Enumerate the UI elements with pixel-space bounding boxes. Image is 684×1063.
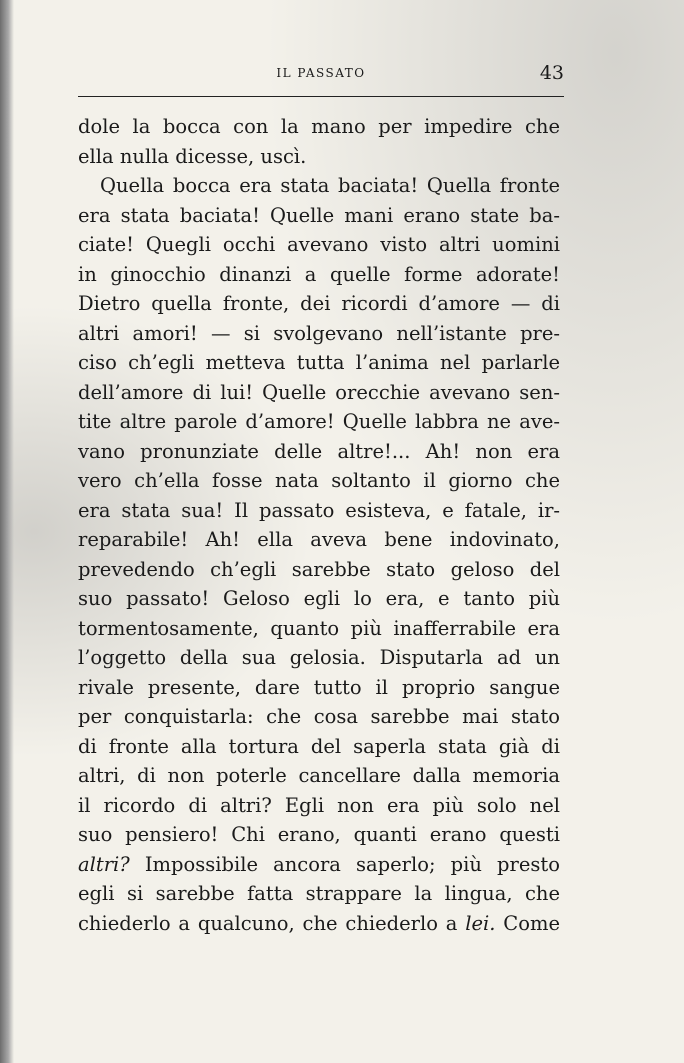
text-line: in ginocchio dinanzi a quelle forme adorate! <box>78 262 560 286</box>
text-line: prevedendo ch’egli sarebbe stato geloso del <box>78 557 560 581</box>
italic-word: lei. <box>465 911 496 935</box>
text-line: il ricordo di altri? Egli non era più solo nel <box>78 793 560 817</box>
text-line: di fronte alla tortura del saperla stata già di <box>78 734 560 758</box>
text-line: altri amori! — si svolgevano nell’istante pre- <box>78 321 560 345</box>
text-line: tite altre parole d’amore! Quelle labbra ne ave- <box>78 410 560 433</box>
text-line <box>78 909 560 939</box>
text-line: dole la bocca con la mano per impedire che <box>78 115 560 138</box>
text-line: tormentosamente, quanto più inafferrabile era <box>78 616 560 640</box>
text-line: Dietro quella fronte, dei ricordi d’amore — di <box>78 292 560 315</box>
text-line: egli si sarebbe fatta strappare la lingua, che <box>78 882 560 905</box>
text-line: altri, di non poterle cancellare dalla memoria <box>78 764 560 787</box>
text-line: ella nulla dicesse, uscì. <box>78 144 307 168</box>
text-span: chiederlo a qualcuno, che chiederlo a <box>78 911 466 935</box>
text-line: suo passato! Geloso egli lo era, e tanto più <box>78 587 560 610</box>
text-line: era stata sua! Il passato esisteva, e fatale, ir- <box>78 498 560 522</box>
page-number: 43 <box>539 62 564 84</box>
text-line: era stata baciata! Quelle mani erano state ba- <box>78 203 560 227</box>
text-line: ciso ch’egli metteva tutta l’anima nel parlarle <box>78 351 560 374</box>
body-text <box>78 112 560 938</box>
text-line: ciate! Quegli occhi avevano visto altri uomini <box>78 233 560 256</box>
text-line: per conquistarla: che cosa sarebbe mai stato <box>78 705 560 728</box>
text-line: vano pronunziate delle altre!... Ah! non era <box>78 439 560 463</box>
text-line: Quella bocca era stata baciata! Quella fronte <box>100 174 560 197</box>
text-line <box>78 850 560 880</box>
text-line: reparabile! Ah! ella aveva bene indovinato, <box>78 528 560 551</box>
running-title: IL PASSATO <box>276 66 366 80</box>
text-line: vero ch’ella fosse nata soltanto il giorno che <box>78 469 560 492</box>
italic-word: altri? <box>78 852 130 876</box>
text-span: Impossibile ancora saperlo; più presto <box>129 852 560 876</box>
text-span: Come <box>495 911 561 935</box>
text-line: suo pensiero! Chi erano, quanti erano questi <box>78 823 560 846</box>
page-header <box>78 62 564 90</box>
text-line: l’oggetto della sua gelosia. Disputarla ad un <box>78 646 560 669</box>
page-spine-shadow <box>0 0 14 1063</box>
text-line: rivale presente, dare tutto il proprio sangue <box>78 675 560 699</box>
header-rule <box>78 96 564 97</box>
text-line: dell’amore di lui! Quelle orecchie avevano sen- <box>78 380 560 404</box>
